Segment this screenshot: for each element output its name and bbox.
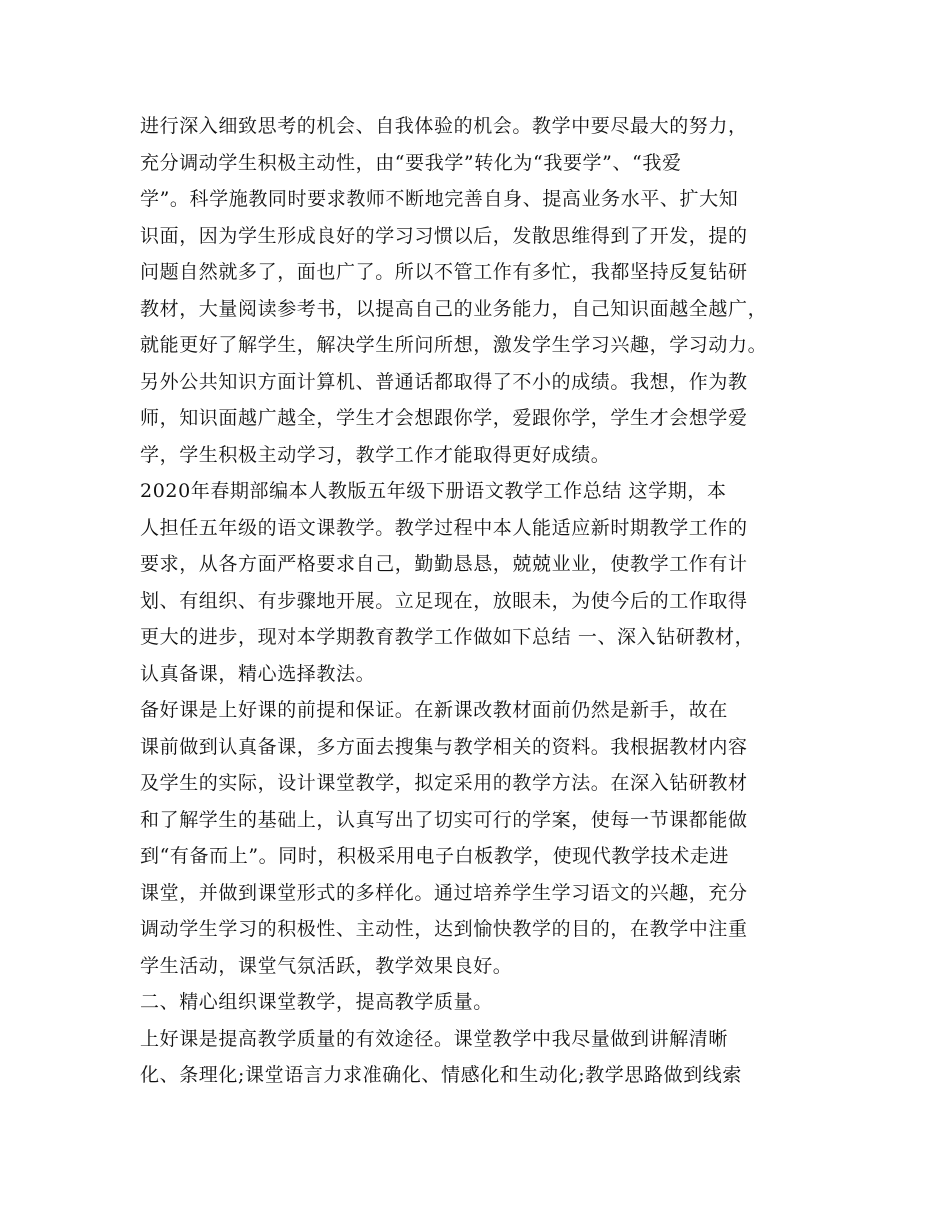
text-line: 更大的进步，现对本学期教育教学工作做如下总结 一、深入钻研教材， <box>140 626 755 648</box>
text-line: 课堂，并做到课堂形式的多样化。通过培养学生学习语文的兴趣，充分 <box>140 881 748 904</box>
text-line: 划、有组织、有步骤地开展。立足现在，放眼未，为使今后的工作取得 <box>140 589 748 612</box>
text-line: 进行深入细致思考的机会、自我体验的机会。教学中要尽最大的努力， <box>140 115 748 137</box>
text-line: 充分调动学生积极主动性，由“要我学”转化为“我要学”、“我爱 <box>140 151 682 174</box>
text-line: 另外公共知识方面计算机、普通话都取得了不小的成绩。我想，作为教 <box>140 370 748 393</box>
text-line: 学”。科学施教同时要求教师不断地完善自身、提高业务水平、扩大知 <box>140 188 739 210</box>
text-line: 认真备课，精心选择教法。 <box>140 662 376 685</box>
text-line: 备好课是上好课的前提和保证。在新课改教材面前仍然是新手，故在 <box>140 699 729 721</box>
text-line: 就能更好了解学生，解决学生所问所想，激发学生学习兴趣，学习动力。 <box>140 334 768 356</box>
text-line: 识面，因为学生形成良好的学习习惯以后，发散思维得到了开发，提的 <box>140 224 748 247</box>
text-line: 学，学生积极主动学习，教学工作才能取得更好成绩。 <box>140 443 611 466</box>
text-line: 调动学生学习的积极性、主动性，达到愉快教学的目的，在教学中注重 <box>140 918 748 940</box>
text-line: 问题自然就多了，面也广了。所以不管工作有多忙，我都坚持反复钻研 <box>140 261 748 283</box>
text-line: 要求，从各方面严格要求自己，勤勤恳恳，兢兢业业，使教学工作有计 <box>140 553 748 575</box>
text-line: 化、条理化;课堂语言力求准确化、情感化和生动化;教学思路做到线索 <box>140 1064 743 1086</box>
text-line: 师，知识面越广越全，学生才会想跟你学，爱跟你学，学生才会想学爱 <box>140 407 748 429</box>
text-line: 教材，大量阅读参考书，以提高自己的业务能力，自己知识面越全越广， <box>140 297 768 320</box>
text-line: 学生活动，课堂气氛活跃，教学效果良好。 <box>140 954 513 977</box>
text-line: 课前做到认真备课，多方面去搜集与教学相关的资料。我根据教材内容 <box>140 735 748 758</box>
text-line: 上好课是提高教学质量的有效途径。课堂教学中我尽量做到讲解清晰 <box>140 1027 729 1050</box>
text-line: 及学生的实际，设计课堂教学，拟定采用的教学方法。在深入钻研教材 <box>140 772 748 794</box>
body-text <box>140 108 840 1094</box>
text-line: 2020年春期部编本人教版五年级下册语文教学工作总结 这学期，本 <box>140 480 727 502</box>
text-line: 二、精心组织课堂教学，提高教学质量。 <box>140 991 493 1013</box>
text-line: 人担任五年级的语文课教学。教学过程中本人能适应新时期教学工作的 <box>140 516 748 539</box>
text-line: 和了解学生的基础上，认真写出了切实可行的学案，使每一节课都能做 <box>140 808 748 831</box>
text-line: 到“有备而上”。同时，积极采用电子白板教学，使现代教学技术走进 <box>140 845 730 867</box>
